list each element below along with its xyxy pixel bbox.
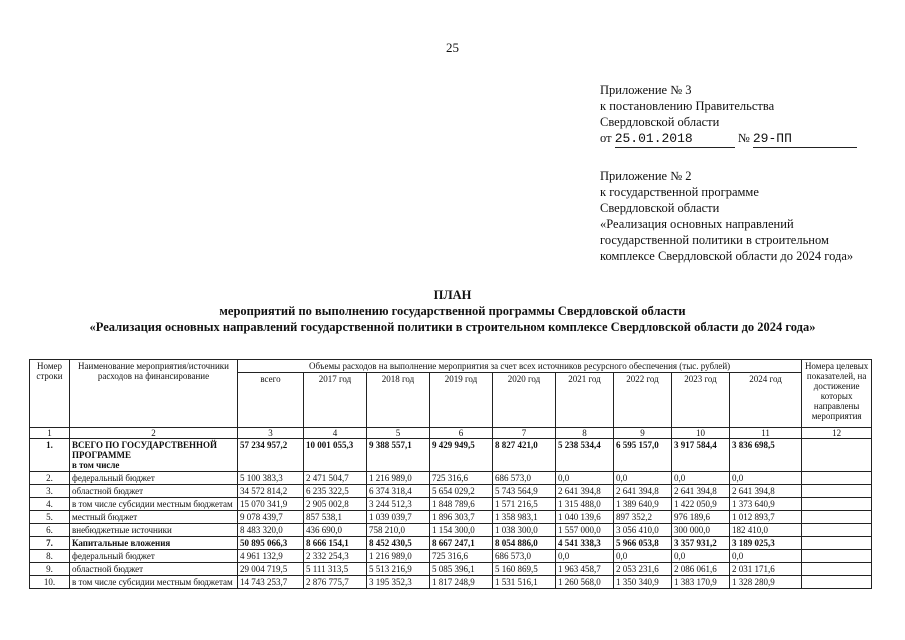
column-index: 12 (802, 428, 872, 439)
appendix-2-line: Приложение № 2 (600, 169, 692, 183)
row-number: 2. (30, 472, 70, 485)
row-name-cell (70, 498, 238, 511)
header-year: 2018 год (367, 373, 430, 428)
header-year: 2019 год (430, 373, 493, 428)
target-cell (802, 439, 872, 472)
row-name: в том числе субсидии местным бюджетам (72, 499, 233, 509)
value-cell: 8 483 320,0 (238, 524, 304, 537)
value-cell: 1 350 340,9 (614, 576, 672, 589)
value-cell: 8 667 247,1 (430, 537, 493, 550)
value-cell: 1 557 000,0 (556, 524, 614, 537)
appendix-2-line: государственной политики в строительном (600, 233, 829, 247)
row-number: 10. (30, 576, 70, 589)
row-number: 1. (30, 439, 70, 472)
value-cell: 686 573,0 (493, 550, 556, 563)
row-name-cell (70, 439, 238, 472)
target-cell (802, 576, 872, 589)
value-cell: 2 905 002,8 (304, 498, 367, 511)
table-row (30, 537, 872, 550)
value-cell: 436 690,0 (304, 524, 367, 537)
row-number: 8. (30, 550, 70, 563)
header-year: 2020 год (493, 373, 556, 428)
value-cell: 2 876 775,7 (304, 576, 367, 589)
value-cell: 857 538,1 (304, 511, 367, 524)
date-field (615, 130, 735, 148)
value-cell: 182 410,0 (730, 524, 802, 537)
value-cell: 6 235 322,5 (304, 485, 367, 498)
value-cell: 300 000,0 (672, 524, 730, 537)
value-cell: 9 388 557,1 (367, 439, 430, 472)
appendix-2-line: к государственной программе (600, 185, 759, 199)
value-cell: 3 357 931,2 (672, 537, 730, 550)
column-index: 7 (493, 428, 556, 439)
page-number: 25 (446, 40, 459, 55)
row-name: областной бюджет (72, 564, 144, 574)
number-value: 29-ПП (752, 131, 792, 146)
column-index: 4 (304, 428, 367, 439)
column-index-row (30, 428, 872, 439)
target-cell (802, 537, 872, 550)
value-cell: 0,0 (672, 472, 730, 485)
appendix-2-line: Свердловской области (600, 201, 720, 215)
value-cell: 976 189,6 (672, 511, 730, 524)
value-cell: 0,0 (672, 550, 730, 563)
header-year: 2022 год (614, 373, 672, 428)
header-year: 2023 год (672, 373, 730, 428)
value-cell: 5 160 869,5 (493, 563, 556, 576)
value-cell: 1 896 303,7 (430, 511, 493, 524)
appendix-3-line: Свердловской области (600, 115, 720, 129)
table-row (30, 439, 872, 472)
value-cell: 8 827 421,0 (493, 439, 556, 472)
row-number: 5. (30, 511, 70, 524)
value-cell: 1 216 989,0 (367, 550, 430, 563)
column-index: 1 (30, 428, 70, 439)
row-name: ВСЕГО ПО ГОСУДАРСТВЕННОЙ ПРОГРАММЕ (72, 440, 218, 460)
table-row (30, 524, 872, 537)
value-cell: 0,0 (556, 550, 614, 563)
header-year: всего (238, 373, 304, 428)
value-cell: 3 917 584,4 (672, 439, 730, 472)
value-cell: 9 429 949,5 (430, 439, 493, 472)
value-cell: 50 895 066,3 (238, 537, 304, 550)
row-subname: в том числе (72, 460, 120, 470)
value-cell: 14 743 253,7 (238, 576, 304, 589)
appendix-2-block (600, 168, 853, 264)
appendix-3-line: Приложение № 3 (600, 83, 692, 97)
document-title (0, 287, 905, 335)
value-cell: 3 195 352,3 (367, 576, 430, 589)
row-name-cell (70, 472, 238, 485)
table-row (30, 576, 872, 589)
value-cell: 4 961 132,9 (238, 550, 304, 563)
value-cell: 3 189 025,3 (730, 537, 802, 550)
appendix-3-block (600, 82, 857, 148)
value-cell: 1 383 170,9 (672, 576, 730, 589)
row-name: федеральный бюджет (72, 473, 155, 483)
value-cell: 1 216 989,0 (367, 472, 430, 485)
value-cell: 2 641 394,8 (556, 485, 614, 498)
value-cell: 5 743 564,9 (493, 485, 556, 498)
value-cell: 3 836 698,5 (730, 439, 802, 472)
target-cell (802, 472, 872, 485)
value-cell: 5 513 216,9 (367, 563, 430, 576)
value-cell: 5 085 396,1 (430, 563, 493, 576)
header-year: 2024 год (730, 373, 802, 428)
value-cell: 10 001 055,3 (304, 439, 367, 472)
target-cell (802, 485, 872, 498)
number-field (753, 130, 857, 148)
value-cell: 2 332 254,3 (304, 550, 367, 563)
title-main: ПЛАН (433, 288, 472, 302)
value-cell: 5 238 534,4 (556, 439, 614, 472)
appendix-2-line: комплексе Свердловской области до 2024 года» (600, 249, 854, 263)
title-sub2: «Реализация основных направлений государственной политики в строительном комплексе Свердловской области до 2024 года» (89, 320, 816, 334)
value-cell: 0,0 (614, 472, 672, 485)
target-cell (802, 524, 872, 537)
value-cell: 8 452 430,5 (367, 537, 430, 550)
value-cell: 2 053 231,6 (614, 563, 672, 576)
value-cell: 8 054 886,0 (493, 537, 556, 550)
row-name-cell (70, 550, 238, 563)
column-index: 2 (70, 428, 238, 439)
value-cell: 1 422 050,9 (672, 498, 730, 511)
value-cell: 5 111 313,5 (304, 563, 367, 576)
value-cell: 4 541 338,3 (556, 537, 614, 550)
row-name: в том числе субсидии местным бюджетам (72, 577, 233, 587)
row-name: внебюджетные источники (72, 525, 172, 535)
value-cell: 1 012 893,7 (730, 511, 802, 524)
header-name: Наименование мероприятия/источники расходов на финансирование (70, 360, 238, 428)
value-cell: 1 154 300,0 (430, 524, 493, 537)
row-number: 6. (30, 524, 70, 537)
target-cell (802, 563, 872, 576)
row-number: 9. (30, 563, 70, 576)
number-label: № (737, 131, 750, 145)
value-cell: 2 471 504,7 (304, 472, 367, 485)
value-cell: 725 316,6 (430, 550, 493, 563)
column-index: 11 (730, 428, 802, 439)
value-cell: 2 086 061,6 (672, 563, 730, 576)
row-number: 3. (30, 485, 70, 498)
column-index: 10 (672, 428, 730, 439)
value-cell: 6 595 157,0 (614, 439, 672, 472)
header-year: 2021 год (556, 373, 614, 428)
value-cell: 725 316,6 (430, 472, 493, 485)
value-cell: 1 373 640,9 (730, 498, 802, 511)
table-row (30, 472, 872, 485)
appendix-3-line: к постановлению Правительства (600, 99, 775, 113)
value-cell: 8 666 154,1 (304, 537, 367, 550)
value-cell: 897 352,2 (614, 511, 672, 524)
target-cell (802, 511, 872, 524)
appendix-2-line: «Реализация основных направлений (600, 217, 794, 231)
value-cell: 1 358 983,1 (493, 511, 556, 524)
value-cell: 5 100 383,3 (238, 472, 304, 485)
table-row (30, 563, 872, 576)
value-cell: 1 039 039,7 (367, 511, 430, 524)
value-cell: 57 234 957,2 (238, 439, 304, 472)
row-number: 4. (30, 498, 70, 511)
value-cell: 1 571 216,5 (493, 498, 556, 511)
row-name-cell (70, 563, 238, 576)
value-cell: 1 848 789,6 (430, 498, 493, 511)
target-cell (802, 550, 872, 563)
value-cell: 2 641 394,8 (672, 485, 730, 498)
header-year: 2017 год (304, 373, 367, 428)
value-cell: 2 031 171,6 (730, 563, 802, 576)
value-cell: 5 966 053,8 (614, 537, 672, 550)
row-number: 7. (30, 537, 70, 550)
value-cell: 29 004 719,5 (238, 563, 304, 576)
row-name: областной бюджет (72, 486, 144, 496)
value-cell: 1 038 300,0 (493, 524, 556, 537)
table-row (30, 550, 872, 563)
plan-table (29, 359, 872, 589)
row-name: федеральный бюджет (72, 551, 155, 561)
value-cell: 1 328 280,9 (730, 576, 802, 589)
row-name-cell (70, 576, 238, 589)
value-cell: 3 244 512,3 (367, 498, 430, 511)
header-volumes: Объемы расходов на выполнение мероприятия за счет всех источников ресурсного обеспечения (тыс. рублей) (238, 360, 802, 373)
value-cell: 1 315 488,0 (556, 498, 614, 511)
column-index: 6 (430, 428, 493, 439)
row-name-cell (70, 537, 238, 550)
from-label: от (600, 131, 612, 145)
value-cell: 758 210,0 (367, 524, 430, 537)
row-name-cell (70, 511, 238, 524)
title-sub1: мероприятий по выполнению государственной программы Свердловской области (219, 304, 686, 318)
table-body (30, 428, 872, 589)
value-cell: 686 573,0 (493, 472, 556, 485)
table-row (30, 485, 872, 498)
date-value: 25.01.2018 (614, 131, 693, 146)
appendix-3-date-line (600, 130, 857, 148)
table-row (30, 511, 872, 524)
table-row (30, 498, 872, 511)
column-index: 5 (367, 428, 430, 439)
row-name: местный бюджет (72, 512, 138, 522)
value-cell: 2 641 394,8 (730, 485, 802, 498)
header-row-number: Номер строки (30, 360, 70, 428)
value-cell: 2 641 394,8 (614, 485, 672, 498)
value-cell: 1 389 640,9 (614, 498, 672, 511)
value-cell: 3 056 410,0 (614, 524, 672, 537)
value-cell: 0,0 (614, 550, 672, 563)
row-name: Капитальные вложения (72, 538, 171, 548)
value-cell: 1 260 568,0 (556, 576, 614, 589)
value-cell: 0,0 (730, 550, 802, 563)
value-cell: 1 531 516,1 (493, 576, 556, 589)
value-cell: 6 374 318,4 (367, 485, 430, 498)
value-cell: 5 654 029,2 (430, 485, 493, 498)
column-index: 9 (614, 428, 672, 439)
value-cell: 1 040 139,6 (556, 511, 614, 524)
header-targets: Номера целевых показателей, на достижение которых направлены мероприятия (802, 360, 872, 428)
value-cell: 34 572 814,2 (238, 485, 304, 498)
value-cell: 1 963 458,7 (556, 563, 614, 576)
target-cell (802, 498, 872, 511)
value-cell: 9 078 439,7 (238, 511, 304, 524)
row-name-cell (70, 485, 238, 498)
value-cell: 1 817 248,9 (430, 576, 493, 589)
column-index: 3 (238, 428, 304, 439)
column-index: 8 (556, 428, 614, 439)
value-cell: 0,0 (730, 472, 802, 485)
value-cell: 15 070 341,9 (238, 498, 304, 511)
value-cell: 0,0 (556, 472, 614, 485)
row-name-cell (70, 524, 238, 537)
